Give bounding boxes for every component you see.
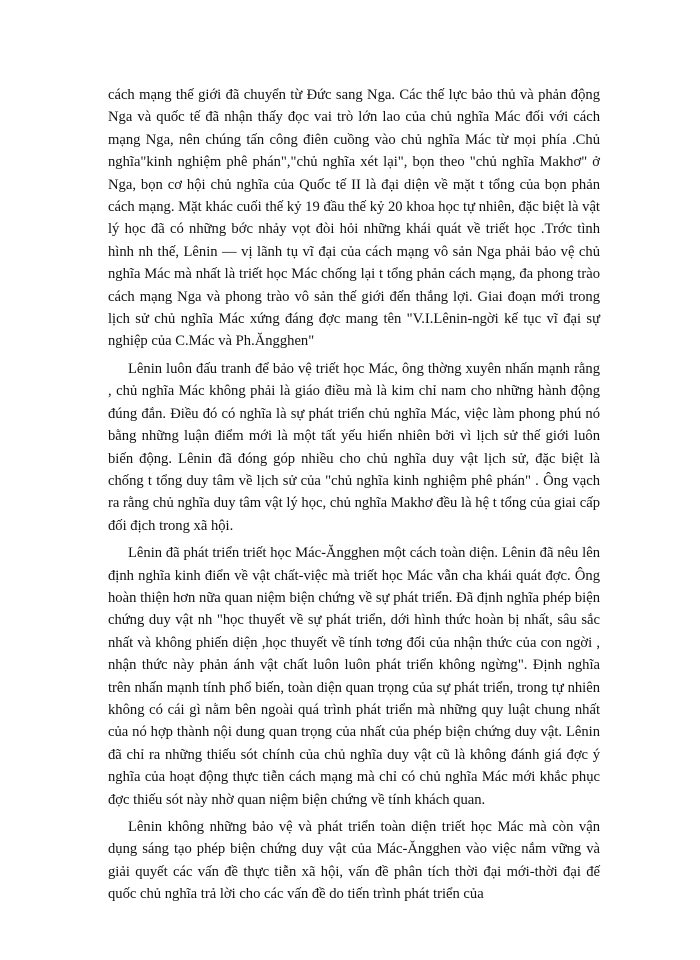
paragraph: cách mạng thế giới đã chuyển từ Đức sang Nga. Các thế lực bảo thủ và phản động Nga và quốc tế đã nhận thấy đọc vai trò lớn lao của chủ nghĩa Mác đối với cách mạng Nga, nên chúng tấn công điên cuồng vào chủ nghĩa Mác từ mọi phía .Chủ nghĩa"kinh nghiệm phê phán","chủ nghĩa xét lại", bọn theo "chủ nghĩa Makhơ" ở Nga, bọn cơ hội chủ nghĩa của Quốc tế II là đại diện về mặt t tổng của bọn phản cách mạng. Mặt khác cuối thế kỷ 19 đầu thế kỷ 20 khoa học tự nhiên, đặc biệt là vật lý học đã có những bớc nhảy vọt đòi hỏi những khái quát về triết học .Trớc tình hình nh thế, Lênin — vị lãnh tụ vĩ đại của cách mạng vô sản Nga phải bảo vệ chủ nghĩa Mác mà nhất là triết học Mác chống lại t tổng phản cách mạng, đa phong trào cách mạng Nga và phong trào vô sản thế giới đến thắng lợi. Giai đoạn mới trong lịch sử chủ nghĩa Mác xứng đáng đợc mang tên "V.I.Lênin-ngời kế tục vĩ đại sự nghiệp của C.Mác và Ph.Ăngghen" [108, 87, 600, 350]
paragraph: Lênin không những bảo vệ và phát triển toàn diện triết học Mác mà còn vận dụng sáng tạo phép biện chứng duy vật của Mác-Ăngghen vào việc nắm vững và giải quyết các vấn đề thực tiễn xã hội, vấn đề phân tích thời đại mới-thời đại đế quốc chủ nghĩa trả lời cho các vấn đề do tiến trình phát triển của [108, 819, 600, 903]
body-text [108, 84, 600, 906]
paragraph: Lênin luôn đấu tranh để bảo vệ triết học Mác, ông thờng xuyên nhấn mạnh rằng , chủ nghĩa Mác không phải là giáo điều mà là kim chỉ nam cho những hành động đúng đắn. Điều đó có nghĩa là sự phát triển chủ nghĩa Mác, việc làm phong phú nó bằng những luận điểm mới là một tất yếu hiển nhiên bởi vì lịch sử thế giới luôn biến động. Lênin đã đóng góp nhiều cho chủ nghĩa duy vật lịch sử, đặc biệt là chống t tổng duy tâm về lịch sử của "chủ nghĩa kinh nghiệm phê phán" . Ông vạch ra rằng chủ nghĩa duy tâm vật lý học, chủ nghĩa Makhơ đều là hệ t tổng của giai cấp đối địch trong xã hội. [108, 360, 600, 534]
paragraph: Lênin đã phát triển triết học Mác-Ăngghen một cách toàn diện. Lênin đã nêu lên định nghĩa kinh điển về vật chất-việc mà triết học Mác vẫn cha khái quát đợc. Ông hoàn thiện hơn nữa quan niệm biện chứng về sự phát triển. Đã định nghĩa phép biện chứng duy vật nh "học thuyết về sự phát triển, dới hình thức hoàn bị nhất, sâu sắc nhất và không phiến diện ,học thuyết về tính tơng đối của nhận thức của con ngời , nhận thức này phản ánh vật chất luôn luôn phát triển không ngừng". Định nghĩa trên nhấn mạnh tính phổ biến, toàn diện quan trọng của sự phát triển, trong tự nhiên không có cái gì nằm bên ngoài quá trình phát triển mà những quy luật chung nhất của nó hợp thành nội dung quan trọng của nhất của phép biện chứng duy vật. Lênin đã chỉ ra những thiếu sót chính của chủ nghĩa duy vật cũ là không đánh giá đợc ý nghĩa của hoạt động thực tiễn cách mạng mà chỉ có chủ nghĩa Mác mới khắc phục đợc thiếu sót này nhờ quan niệm biện chứng về tính khách quan. [108, 545, 600, 808]
